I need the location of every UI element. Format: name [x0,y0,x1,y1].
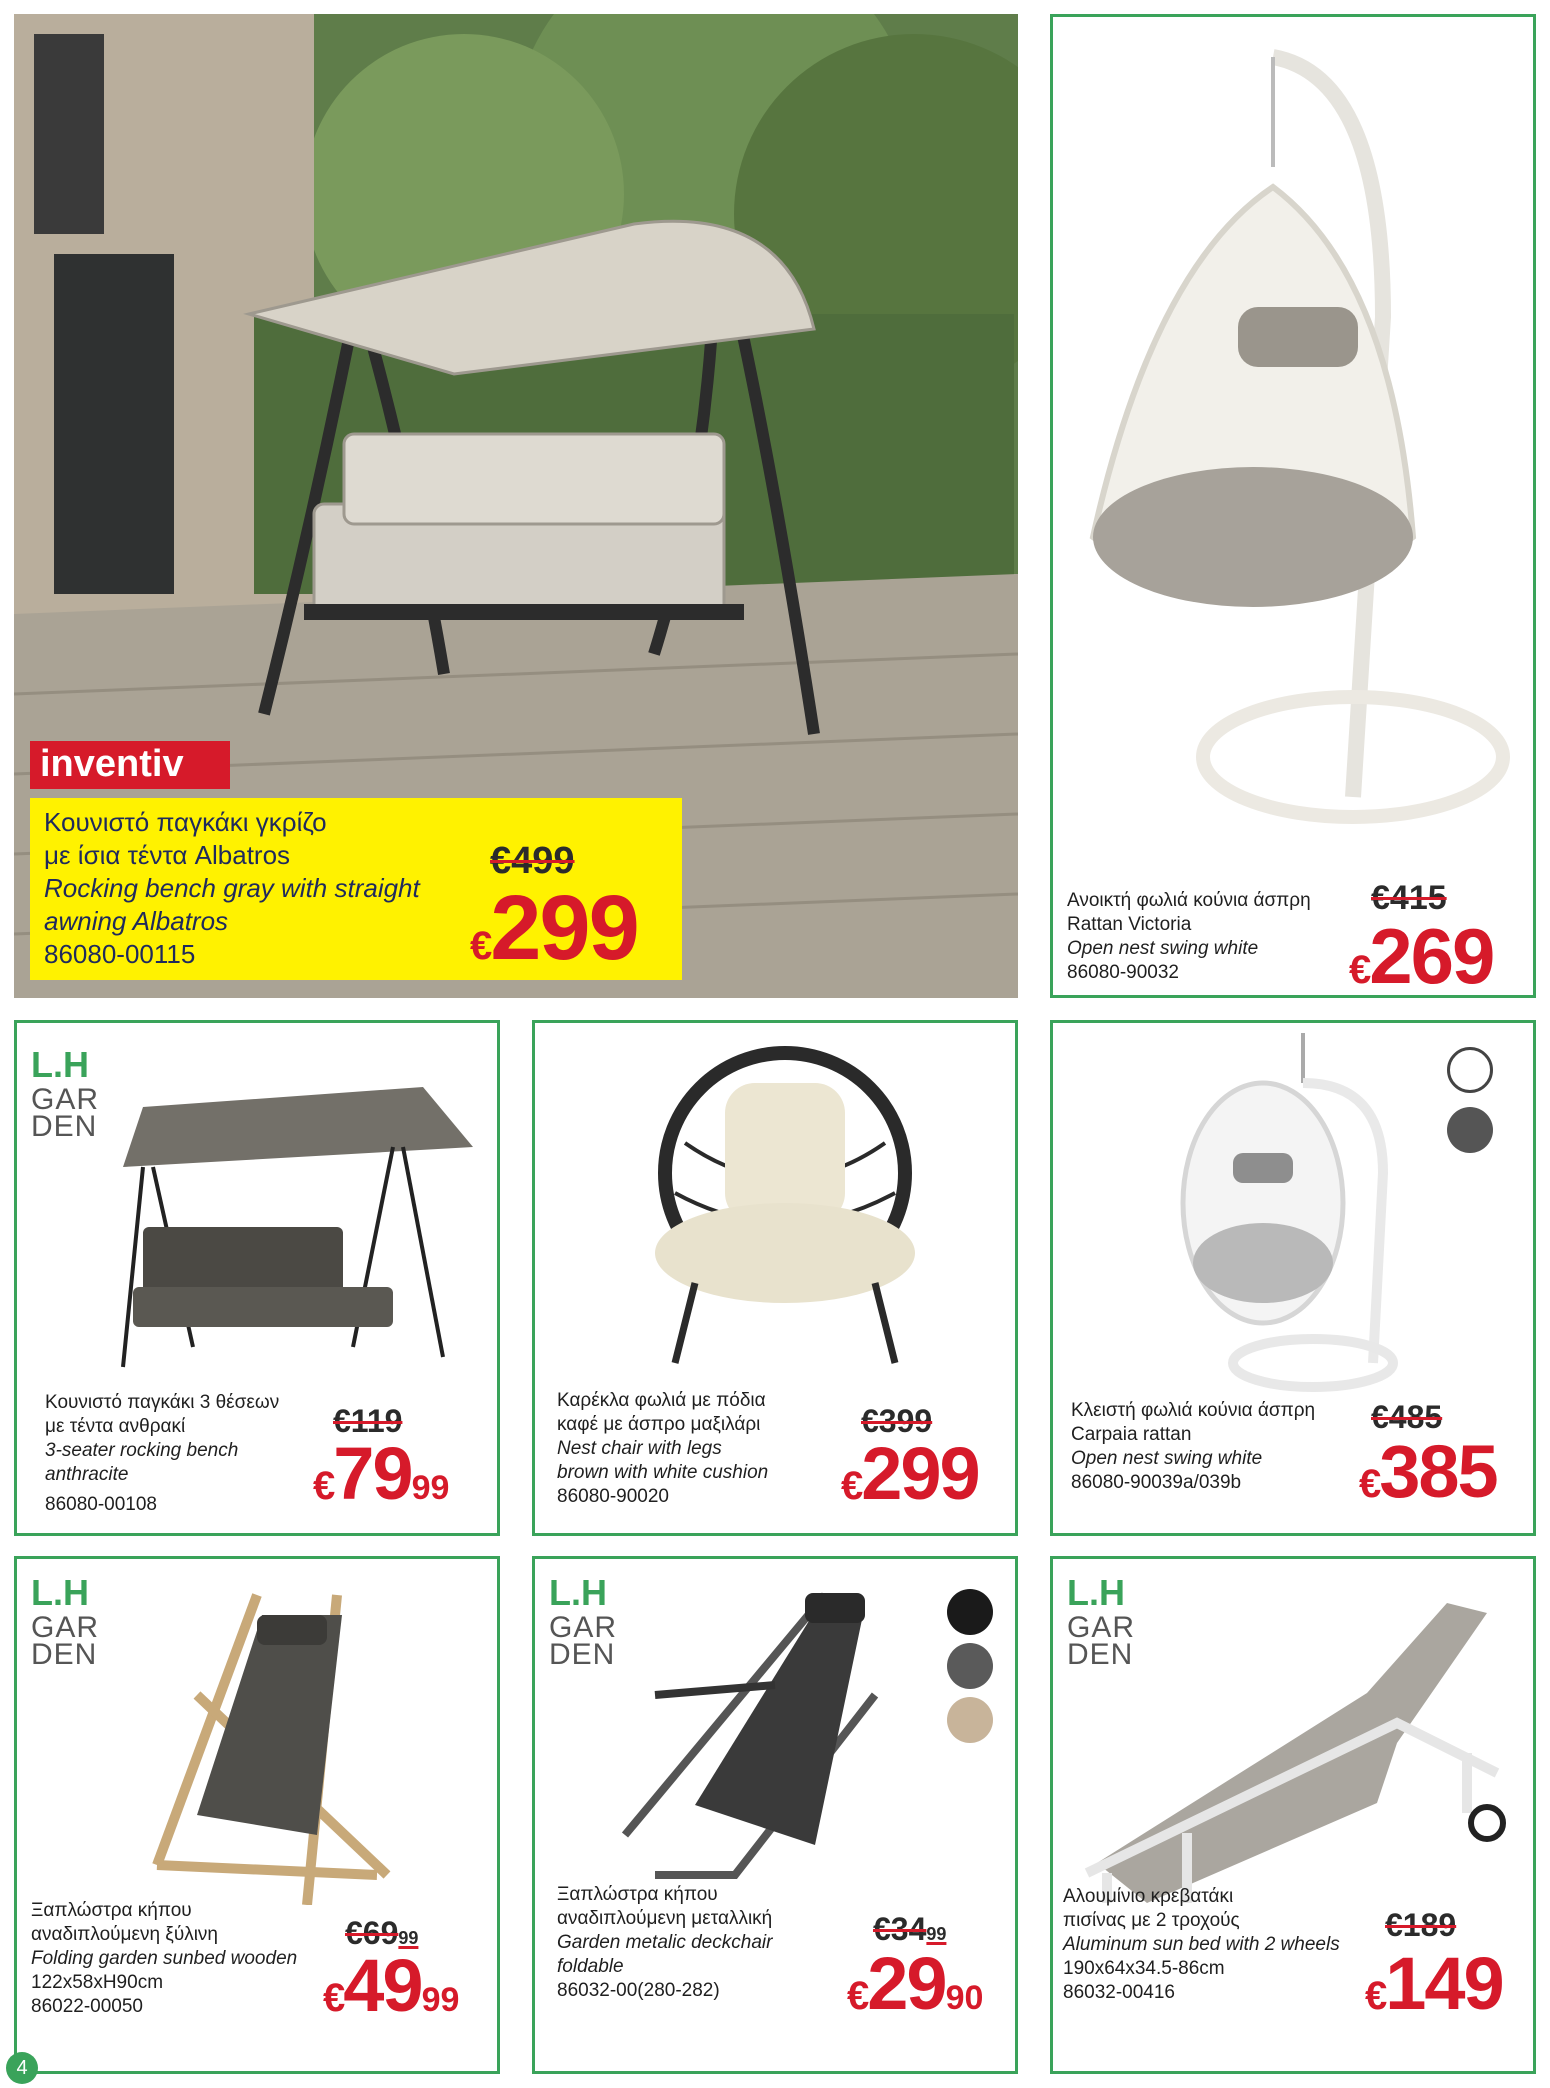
wooden-sunbed-name-en-1: Folding garden sunbed wooden [31,1948,298,1969]
color-swatch-gray[interactable] [1447,1107,1493,1153]
aluminum-sunbed-new-price-value: 149 [1385,1942,1503,2025]
hero-price-panel [30,798,682,980]
lh-garden-logo-sub-2: DEN [31,1638,98,1671]
open-nest-new-price-value: 269 [1369,912,1494,998]
lh-garden-logo-sub-2: DEN [1067,1638,1134,1671]
lh-garden-logo-sub-1: GAR [1067,1611,1136,1644]
nest-chair-image [635,1043,935,1373]
metal-deckchair-name-gr-1: Ξαπλώστρα κήπου [557,1884,718,1905]
aluminum-sunbed-old-price: €189 [1385,1907,1457,1943]
aluminum-sunbed-name-en-1: Aluminum sun bed with 2 wheels [1063,1934,1340,1955]
lh-garden-logo-top: L.H [31,1044,89,1085]
open-nest-old-price: €415 [1371,879,1447,917]
closed-nest-code: 86080-90039a/039b [1071,1472,1242,1493]
lh-garden-logo-sub-2: DEN [549,1638,616,1671]
open-nest-swing-image [1053,17,1533,877]
nest-chair-code: 86080-90020 [557,1486,669,1507]
lh-garden-logo [31,1572,100,1671]
metal-deckchair-new-price-value: 29 [867,1942,946,2025]
wooden-sunbed-code: 86022-00050 [31,1996,143,2017]
open-nest-code: 86080-90032 [1067,962,1179,983]
bench-new-price [313,1432,450,1525]
color-swatch-beige[interactable] [947,1697,993,1743]
hero-name-en-1: Rocking bench gray with straight [44,873,420,903]
lh-garden-logo-sub-2: DEN [31,1110,98,1143]
open-nest-name-gr-2: Rattan Victoria [1067,914,1192,935]
nest-chair-new-price [841,1432,979,1523]
metal-deckchair-currency: € [847,1974,868,2018]
open-nest-new-price [1349,912,1494,998]
hero-currency: € [470,924,491,968]
color-swatch-black[interactable] [947,1589,993,1635]
metal-deckchair-name-en-2: foldable [557,1956,624,1977]
closed-nest-name-gr-1: Κλειστή φωλιά κούνια άσπρη [1071,1400,1316,1421]
wooden-sunbed-old-price-value: €69 [345,1915,399,1951]
lh-garden-logo-top: L.H [549,1572,607,1613]
metal-deckchair-old-price-value: €34 [873,1911,927,1947]
metal-deckchair-code: 86032-00(280-282) [557,1980,720,2001]
product-card-nest-chair[interactable] [532,1020,1018,1536]
product-card-closed-nest-swing[interactable] [1050,1020,1536,1536]
hero-brand-badge [30,741,230,789]
product-card-aluminum-sunbed[interactable] [1050,1556,1536,2074]
open-nest-name-en-1: Open nest swing white [1067,938,1259,959]
lh-garden-logo-sub-1: GAR [549,1611,618,1644]
lh-garden-logo [31,1044,100,1143]
color-swatch-white[interactable] [1447,1047,1493,1093]
product-card-3-seater-bench[interactable] [14,1020,500,1536]
closed-nest-swing-image [1153,1023,1413,1393]
aluminum-sunbed-name-gr-1: Αλουμίνιο κρεβατάκι [1063,1886,1234,1907]
bench-name-en-2: anthracite [45,1464,129,1485]
wooden-sunbed-image [137,1575,437,1905]
hero-name-gr-1: Κουνιστό παγκάκι γκρίζο [44,807,327,837]
aluminum-sunbed-name-gr-2: πισίνας με 2 τροχούς [1063,1910,1240,1931]
color-swatch-gray[interactable] [947,1643,993,1689]
closed-nest-name-en-1: Open nest swing white [1071,1448,1263,1469]
nest-chair-name-en-2: brown with white cushion [557,1462,769,1483]
hero-new-price [470,877,638,992]
bench-name-gr-2: με τέντα ανθρακί [45,1416,186,1437]
lh-garden-logo-top: L.H [31,1572,89,1613]
product-card-open-nest-swing[interactable] [1050,14,1536,998]
hero-new-price-value: 299 [490,877,638,979]
hero-code: 86080-00115 [44,939,196,969]
nest-chair-new-price-value: 299 [861,1432,979,1515]
closed-nest-new-price-value: 385 [1379,1430,1497,1513]
lh-garden-logo [549,1572,618,1671]
page-number: 4 [6,2052,38,2084]
lh-garden-logo-top: L.H [1067,1572,1125,1613]
nest-chair-currency: € [841,1464,862,1508]
product-card-wooden-sunbed[interactable] [14,1556,500,2074]
hero-old-price: €499 [490,840,575,882]
wooden-sunbed-name-gr-1: Ξαπλώστρα κήπου [31,1900,192,1921]
metal-deckchair-old-price-cents: 99 [926,1924,947,1944]
aluminum-sunbed-image [1067,1573,1527,1903]
wooden-sunbed-old-price-cents: 99 [398,1928,419,1948]
nest-chair-name-gr-1: Καρέκλα φωλιά με πόδια [557,1390,766,1411]
closed-nest-name-gr-2: Carpaia rattan [1071,1424,1192,1445]
wooden-sunbed-name-gr-2: αναδιπλούμενη ξύλινη [31,1924,218,1945]
hero-brand: inventiv [40,743,184,785]
lh-garden-logo-sub-1: GAR [31,1611,100,1644]
aluminum-sunbed-currency: € [1365,1974,1386,2018]
bench-name-en-1: 3-seater rocking bench [45,1440,239,1461]
metal-deckchair-new-price [847,1942,984,2035]
wooden-sunbed-new-price-value: 49 [343,1944,422,2027]
wooden-sunbed-new-price [323,1944,460,2037]
metal-deckchair-name-gr-2: αναδιπλούμενη μεταλλική [557,1908,773,1929]
metal-deckchair-new-price-cents: 90 [945,1979,984,2017]
nest-chair-name-en-1: Nest chair with legs [557,1438,722,1459]
metal-deckchair-image [615,1575,935,1885]
nest-chair-name-gr-2: καφέ με άσπρο μαξιλάρι [557,1414,761,1435]
bench-new-price-cents: 99 [411,1469,450,1507]
aluminum-sunbed-new-price [1365,1942,1503,2033]
bench-name-gr-1: Κουνιστό παγκάκι 3 θέσεων [45,1392,280,1413]
aluminum-sunbed-dims: 190x64x34.5-86cm [1063,1958,1225,1979]
bench-currency: € [313,1464,334,1508]
closed-nest-new-price [1359,1430,1497,1521]
3-seater-bench-image [103,1047,500,1377]
metal-deckchair-name-en-1: Garden metalic deckchair [557,1932,773,1953]
open-nest-name-gr-1: Ανοικτή φωλιά κούνια άσπρη [1067,890,1311,911]
hero-name-gr-2: με ίσια τέντα Albatros [44,840,291,870]
lh-garden-logo-sub-1: GAR [31,1083,100,1116]
bench-old-price: €119 [333,1403,403,1439]
wooden-sunbed-currency: € [323,1976,344,2020]
hero-name-en-2: awning Albatros [44,906,229,936]
closed-nest-currency: € [1359,1462,1380,1506]
closed-nest-old-price: €485 [1371,1399,1443,1435]
bench-new-price-value: 79 [333,1432,412,1515]
nest-chair-old-price: €399 [861,1403,933,1439]
wooden-sunbed-new-price-cents: 99 [421,1981,460,2019]
open-nest-currency: € [1349,948,1370,992]
wooden-sunbed-dims: 122x58xH90cm [31,1972,164,1993]
aluminum-sunbed-code: 86032-00416 [1063,1982,1175,2003]
product-card-metal-deckchair[interactable] [532,1556,1018,2074]
bench-code: 86080-00108 [45,1494,157,1515]
